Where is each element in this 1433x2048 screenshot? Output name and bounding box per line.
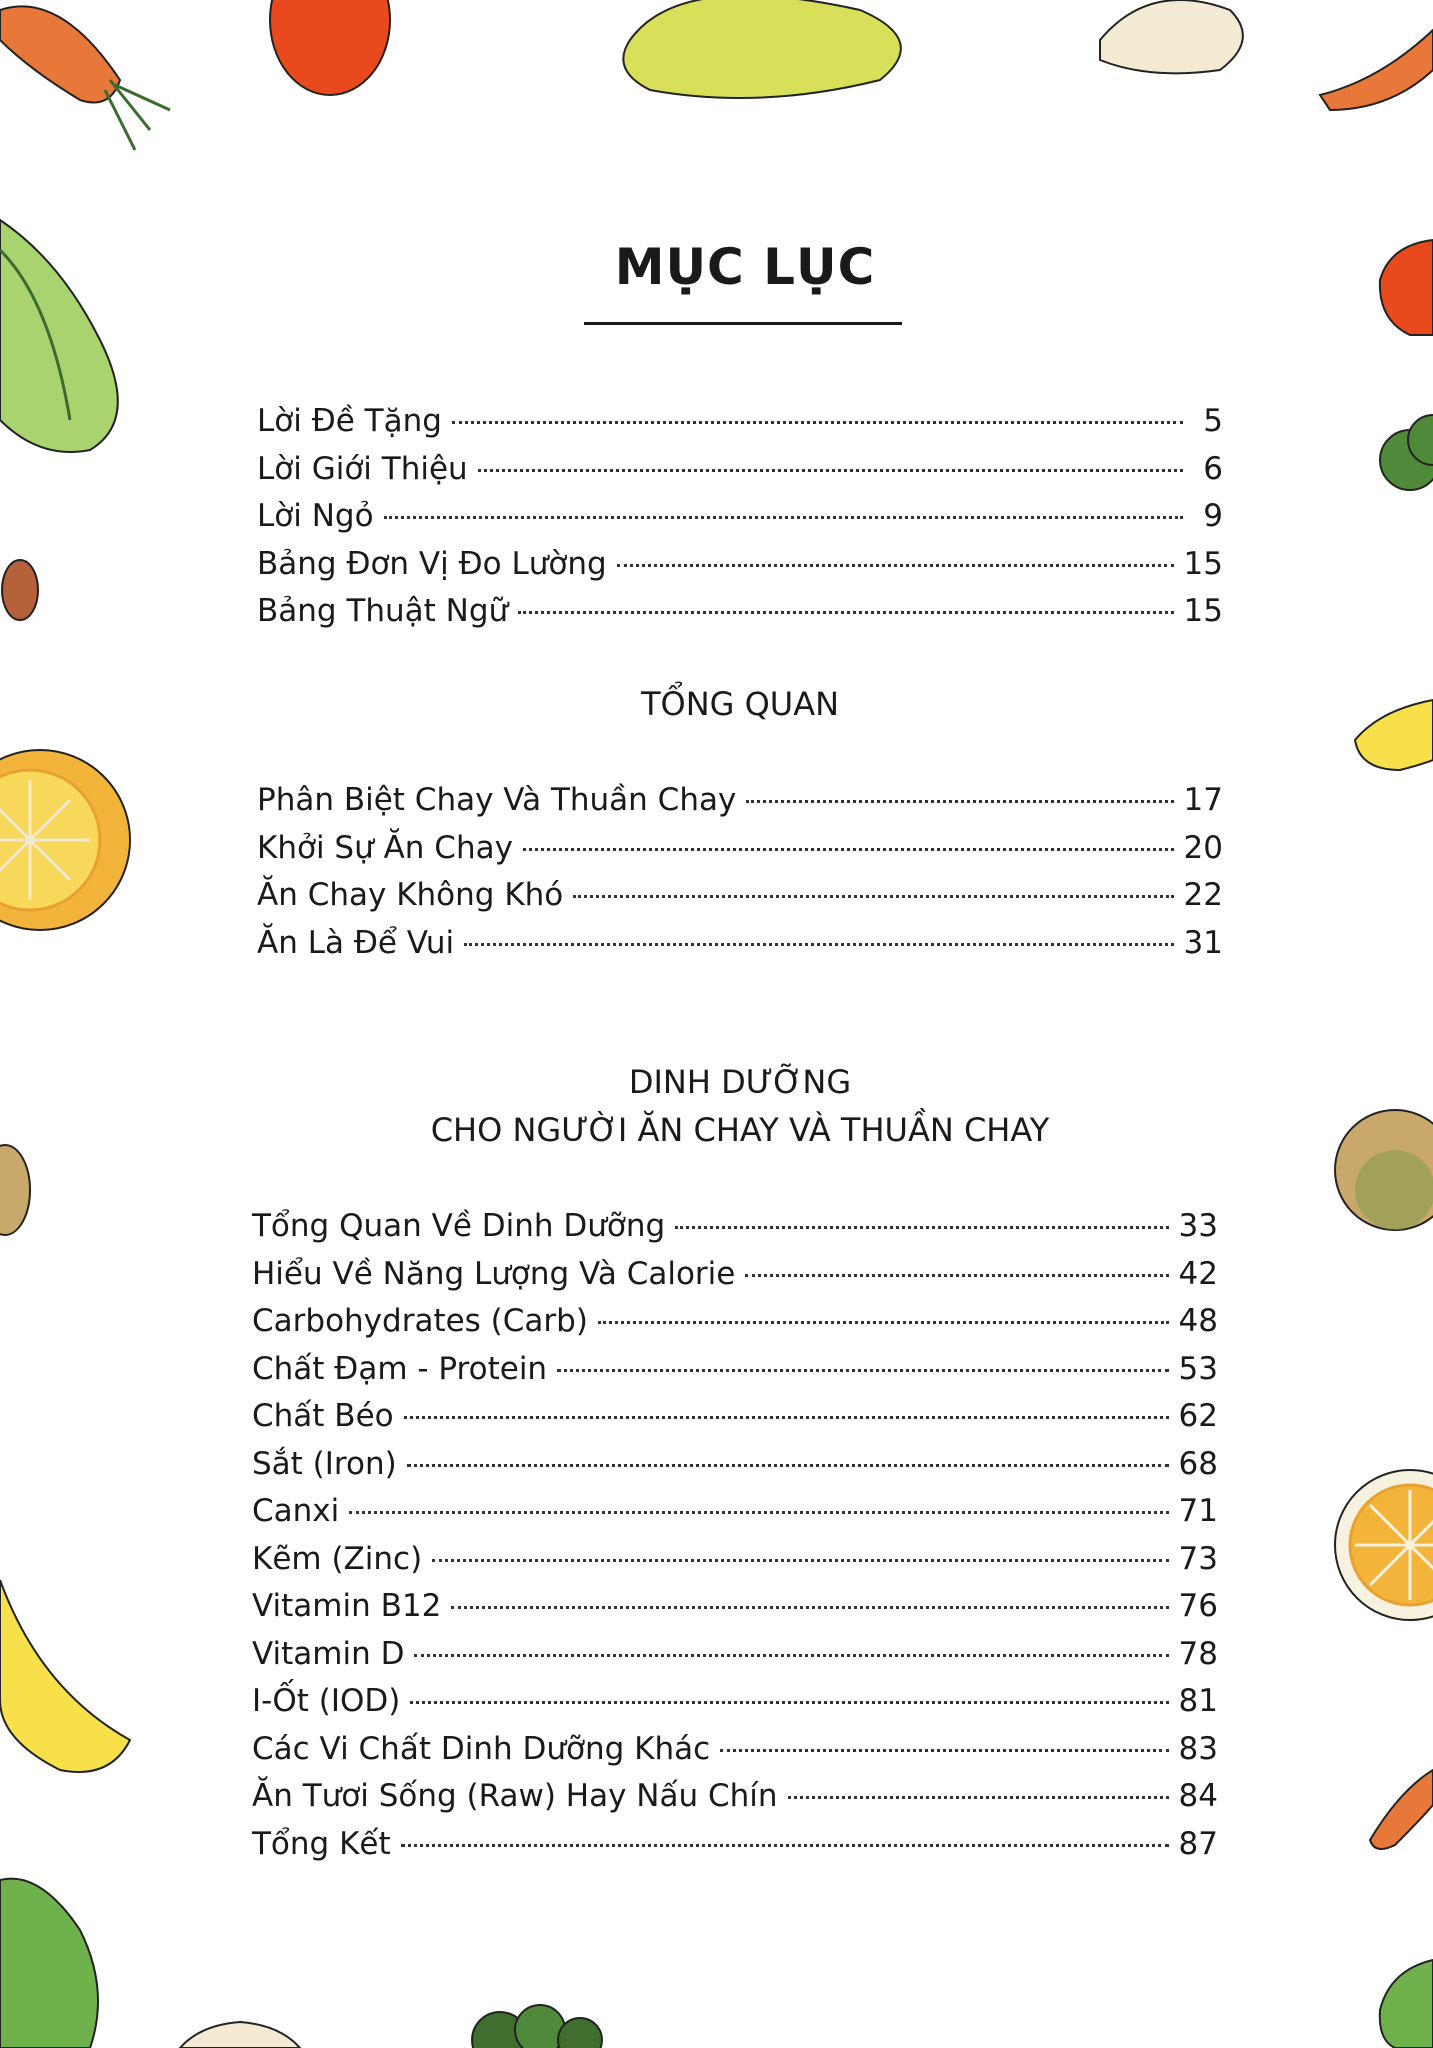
entry-title: Ăn Là Để Vui [257,924,455,961]
page-title: MỤC LỤC [614,238,876,296]
toc-entry[interactable] [252,1636,1218,1684]
toc-entry[interactable] [252,1351,1218,1399]
entry-page-number: 76 [1178,1588,1218,1624]
dot-leader [675,1226,1168,1229]
broccoli-icon [1380,415,1433,490]
toc-entry[interactable] [257,877,1223,925]
entry-page-number: 15 [1183,593,1223,629]
mushroom-icon [180,2022,300,2048]
cucumber-icon [0,1879,98,2048]
entry-page-number: 20 [1183,829,1223,866]
nutrition-list [252,1208,1218,1873]
dot-leader [617,564,1174,567]
mango-icon [623,0,901,98]
entry-page-number: 5 [1203,403,1223,439]
title-underline [584,322,902,325]
dot-leader [573,895,1173,898]
toc-entry[interactable] [257,403,1223,451]
entry-title: Lời Đề Tặng [257,403,442,439]
toc-entry[interactable] [252,1303,1218,1351]
dot-leader [464,943,1173,946]
entry-title: Bảng Đơn Vị Đo Lường [257,545,607,582]
dot-leader [523,848,1174,851]
dot-leader [745,1274,1168,1277]
entry-page-number: 9 [1203,498,1223,534]
potato-icon [0,1145,30,1235]
section-heading-overview: TỔNG QUAN [640,685,840,723]
carrot-icon [1320,30,1433,110]
dot-leader [598,1321,1169,1324]
toc-entry[interactable] [257,925,1223,973]
toc-entry[interactable] [252,1731,1218,1779]
dot-leader [788,1796,1169,1799]
entry-page-number: 71 [1178,1493,1218,1529]
entry-title: Vitamin D [252,1635,405,1672]
dot-leader [478,469,1183,472]
entry-title: Hiểu Về Năng Lượng Và Calorie [252,1255,736,1292]
mushroom-icon [1100,0,1243,73]
dot-leader [720,1749,1168,1752]
carrot-icon [0,6,170,150]
entry-title: I-Ốt (IOD) [252,1683,401,1719]
toc-entry[interactable] [257,830,1223,878]
dot-leader [384,516,1183,519]
intro-list [257,403,1223,641]
entry-page-number: 84 [1178,1778,1218,1814]
toc-entry[interactable] [252,1588,1218,1636]
tomato-icon [270,0,390,95]
banana-icon [0,1580,130,1772]
entry-title: Tổng Quan Về Dinh Dưỡng [252,1208,666,1244]
entry-page-number: 48 [1178,1303,1218,1339]
toc-entry[interactable] [252,1398,1218,1446]
entry-title: Sắt (Iron) [252,1445,397,1482]
dot-leader [557,1369,1168,1372]
entry-page-number: 17 [1183,782,1223,818]
toc-entry[interactable] [257,451,1223,499]
dot-leader [451,1606,1168,1609]
entry-page-number: 68 [1178,1445,1218,1482]
entry-title: Khởi Sự Ăn Chay [257,829,513,866]
entry-page-number: 15 [1183,545,1223,582]
broccoli-icon [472,2005,602,2048]
entry-page-number: 53 [1178,1350,1218,1387]
entry-page-number: 83 [1178,1730,1218,1767]
entry-title: Ăn Chay Không Khó [257,877,564,913]
entry-title: Chất Đạm - Protein [252,1350,548,1387]
entry-title: Phân Biệt Chay Và Thuần Chay [257,782,737,818]
dot-leader [410,1701,1168,1704]
bean-icon [2,560,38,620]
entry-page-number: 87 [1178,1825,1218,1862]
entry-title: Carbohydrates (Carb) [252,1303,588,1339]
dot-leader [518,611,1173,614]
toc-entry[interactable] [257,498,1223,546]
entry-title: Tổng Kết [252,1825,391,1862]
entry-title: Các Vi Chất Dinh Dưỡng Khác [252,1730,711,1767]
lemon-slice-icon [0,750,130,930]
dot-leader [404,1416,1169,1419]
dot-leader [746,800,1173,803]
entry-title: Chất Béo [252,1398,394,1434]
toc-entry[interactable] [252,1826,1218,1874]
toc-entry[interactable] [252,1446,1218,1494]
toc-entry[interactable] [252,1256,1218,1304]
entry-title: Kẽm (Zinc) [252,1540,423,1577]
entry-title: Lời Ngỏ [257,498,374,534]
dot-leader [407,1464,1169,1467]
section-subheading-nutrition: CHO NGƯỜI ĂN CHAY VÀ THUẦN CHAY [430,1111,1050,1149]
entry-page-number: 62 [1178,1398,1218,1434]
dot-leader [401,1844,1169,1847]
entry-page-number: 81 [1178,1683,1218,1719]
entry-page-number: 42 [1178,1255,1218,1292]
entry-title: Bảng Thuật Ngữ [257,593,509,629]
dot-leader [349,1511,1168,1514]
toc-entry[interactable] [252,1493,1218,1541]
entry-title: Canxi [252,1493,340,1529]
toc-entry[interactable] [257,546,1223,594]
entry-page-number: 78 [1178,1635,1218,1672]
toc-entry[interactable] [257,593,1223,641]
dot-leader [452,421,1183,424]
toc-entry[interactable] [252,1541,1218,1589]
entry-page-number: 6 [1203,450,1223,487]
overview-list [257,782,1223,972]
toc-entry[interactable] [252,1778,1218,1826]
cabbage-icon [1380,1960,1433,2048]
entry-title: Vitamin B12 [252,1588,442,1624]
dot-leader [414,1654,1168,1657]
carrot-icon [1370,1770,1433,1849]
dot-leader [432,1559,1168,1562]
entry-page-number: 73 [1178,1540,1218,1577]
section-heading-nutrition: DINH DƯỠNG [628,1063,852,1101]
entry-title: Ăn Tươi Sống (Raw) Hay Nấu Chín [252,1778,778,1814]
toc-entry[interactable] [257,782,1223,830]
entry-page-number: 22 [1183,877,1223,913]
toc-entry[interactable] [252,1208,1218,1256]
toc-entry[interactable] [252,1683,1218,1731]
entry-page-number: 33 [1178,1208,1218,1244]
orange-slice-icon [1335,1470,1433,1620]
entry-title: Lời Giới Thiệu [257,450,468,487]
entry-page-number: 31 [1183,924,1223,961]
